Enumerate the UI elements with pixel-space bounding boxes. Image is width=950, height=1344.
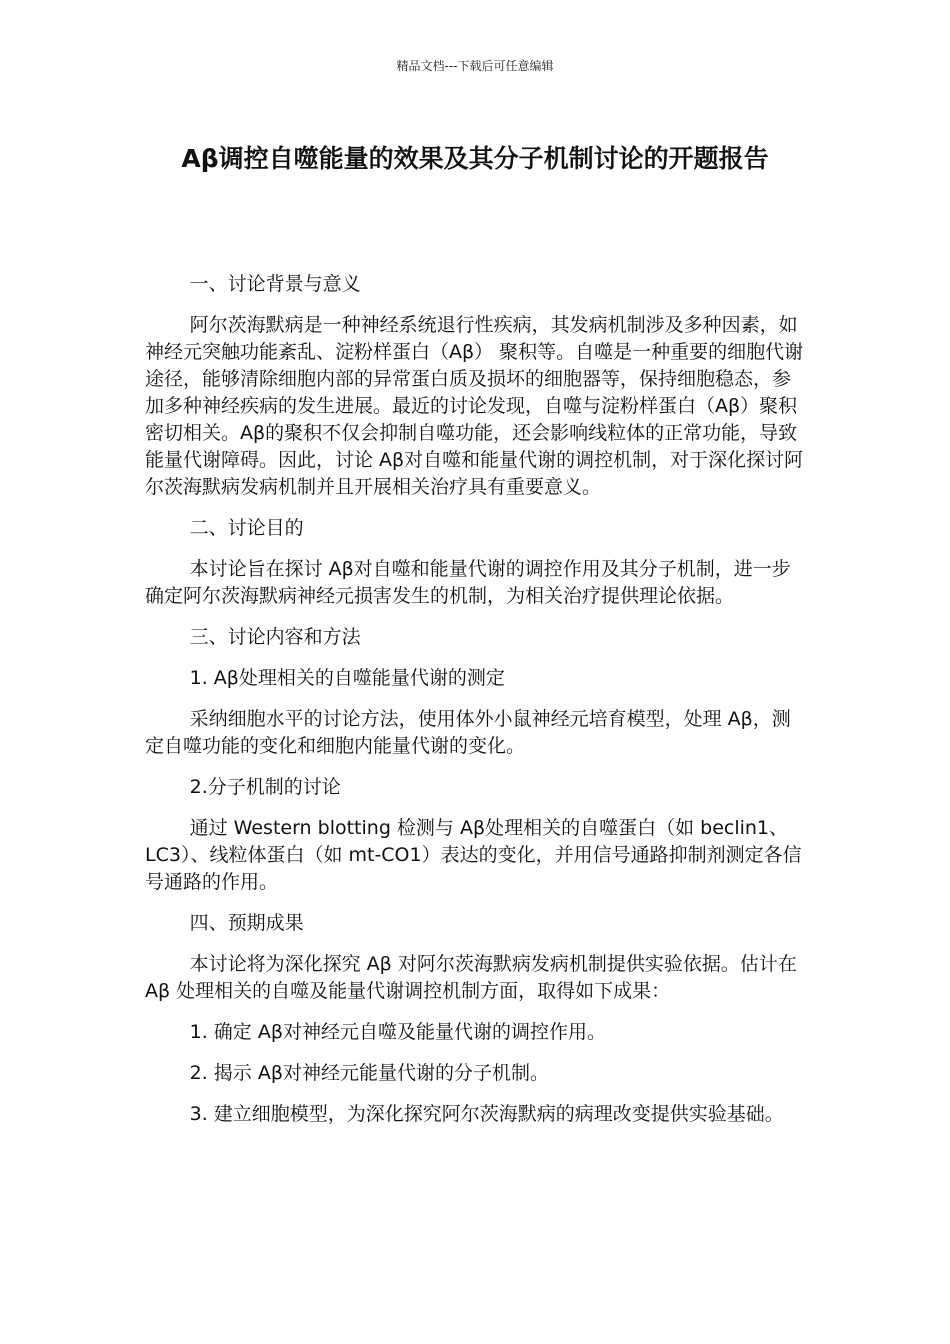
paragraph-expected-results: 本讨论将为深化探究 Aβ 对阿尔茨海默病发病机制提供实验依据。估计在 Aβ 处理相关的自噬及能量代谢调控机制方面，取得如下成果： — [145, 953, 797, 1002]
section-heading-expected-results: 四、预期成果 — [189, 912, 304, 934]
subheading-measurement: 1. Aβ处理相关的自噬能量代谢的测定 — [189, 667, 505, 689]
paragraph-purpose: 本讨论旨在探讨 Aβ对自噬和能量代谢的调控作用及其分子机制，进一步确定阿尔茨海默病神经元损害发生的机制，为相关治疗提供理论依据。 — [145, 558, 791, 607]
subheading-molecular-mechanism: 2.分子机制的讨论 — [189, 776, 341, 798]
section-heading-purpose: 二、讨论目的 — [189, 517, 304, 539]
list-item: 1. 确定 Aβ对神经元自噬及能量代谢的调控作用。 — [189, 1021, 606, 1043]
paragraph-measurement: 采纳细胞水平的讨论方法，使用体外小鼠神经元培育模型，处理 Aβ，测定自噬功能的变化和细胞内能量代谢的变化。 — [145, 708, 791, 757]
paragraph-background: 阿尔茨海默病是一种神经系统退行性疾病，其发病机制涉及多种因素，如神经元突触功能紊乱、淀粉样蛋白（Aβ） 聚积等。自噬是一种重要的细胞代谢途径，能够清除细胞内部的异常蛋白质及损坏的细胞器等，保持细胞稳态，参加多种神经疾病的发生进展。最近的讨论发现，自噬与淀粉样蛋白（Aβ）聚积密切相关。Aβ的聚积不仅会抑制自噬功能，还会影响线粒体的正常功能，导致能量代谢障碍。因此，讨论 Aβ对自噬和能量代谢的调控机制，对于深化探讨阿尔茨海默病发病机制并且开展相关治疗具有重要意义。 — [145, 314, 804, 498]
section-heading-background: 一、讨论背景与意义 — [189, 273, 361, 295]
document-title: Aβ调控自噬能量的效果及其分子机制讨论的开题报告 — [181, 144, 769, 173]
section-heading-methods: 三、讨论内容和方法 — [189, 626, 361, 648]
list-item: 2. 揭示 Aβ对神经元能量代谢的分子机制。 — [189, 1062, 549, 1084]
header-note: 精品文档---下载后可任意编辑 — [396, 59, 554, 73]
paragraph-molecular-mechanism: 通过 Western blotting 检测与 Aβ处理相关的自噬蛋白（如 beclin1、LC3）、线粒体蛋白（如 mt-CO1）表达的变化，并用信号通路抑制剂测定各信号通路的作用。 — [145, 817, 802, 893]
document-body — [145, 271, 805, 1142]
list-item: 3. 建立细胞模型，为深化探究阿尔茨海默病的病理改变提供实验基础。 — [189, 1103, 784, 1125]
